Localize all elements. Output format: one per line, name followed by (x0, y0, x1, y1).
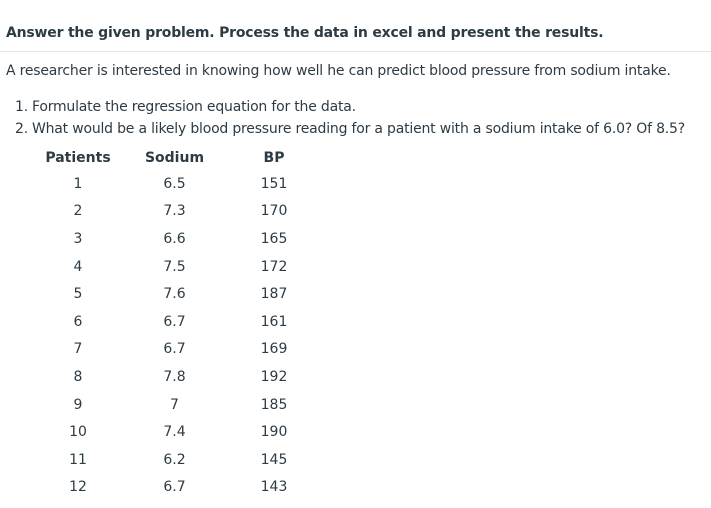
cell-sodium: 7.3 (163, 203, 186, 220)
cell-sodium: 7 (170, 396, 179, 413)
table-row (40, 391, 315, 419)
question-number: 2. (15, 121, 28, 137)
cell-patient: 12 (69, 479, 87, 496)
question-list (15, 98, 685, 142)
cell-sodium: 7.4 (163, 424, 186, 441)
table-header-row (40, 146, 315, 170)
cell-sodium: 6.7 (163, 313, 186, 330)
cell-sodium: 6.7 (163, 341, 186, 358)
cell-bp: 145 (260, 451, 288, 468)
data-table (40, 146, 315, 501)
cell-patient: 9 (73, 396, 83, 413)
column-header-sodium: Sodium (144, 150, 205, 166)
cell-bp: 190 (260, 424, 288, 441)
cell-bp: 185 (260, 396, 288, 413)
cell-patient: 3 (73, 230, 83, 247)
cell-bp: 165 (260, 230, 288, 247)
cell-bp: 172 (260, 258, 288, 275)
cell-sodium: 6.7 (163, 479, 186, 496)
cell-sodium: 6.6 (163, 230, 186, 247)
cell-patient: 4 (73, 258, 83, 275)
cell-patient: 10 (69, 424, 87, 441)
cell-patient: 5 (73, 286, 83, 303)
cell-bp: 161 (260, 313, 288, 330)
cell-bp: 187 (260, 286, 288, 303)
cell-patient: 1 (73, 175, 83, 192)
table-row (40, 336, 315, 364)
question-text: Formulate the regression equation for the data. (31, 99, 356, 115)
cell-bp: 143 (260, 479, 288, 496)
cell-bp: 169 (260, 341, 288, 358)
cell-sodium: 7.6 (163, 286, 186, 303)
table-row (40, 253, 315, 281)
cell-patient: 2 (73, 203, 83, 220)
cell-patient: 8 (73, 368, 83, 385)
cell-bp: 170 (260, 203, 288, 220)
cell-sodium: 6.2 (163, 451, 186, 468)
table-row (40, 446, 315, 474)
cell-patient: 6 (73, 313, 83, 330)
column-header-bp: BP (263, 150, 285, 166)
cell-sodium: 7.5 (163, 258, 186, 275)
problem-intro: A researcher is interested in knowing how well he can predict blood pressure from sodium intake. (6, 63, 671, 79)
question-number: 1. (15, 99, 28, 115)
cell-sodium: 7.8 (163, 368, 186, 385)
table-row (40, 363, 315, 391)
table-row (40, 170, 315, 198)
table-row (40, 198, 315, 226)
cell-patient: 7 (73, 341, 83, 358)
question-item (15, 120, 685, 142)
table-row (40, 280, 315, 308)
question-item (15, 98, 685, 120)
table-row (40, 308, 315, 336)
table-row (40, 474, 315, 502)
problem-title: Answer the given problem. Process the data in excel and present the results. (6, 25, 604, 41)
cell-bp: 192 (260, 368, 288, 385)
divider (0, 51, 711, 52)
cell-bp: 151 (260, 175, 288, 192)
table-row (40, 418, 315, 446)
cell-patient: 11 (69, 451, 87, 468)
cell-sodium: 6.5 (163, 175, 186, 192)
column-header-patients: Patients (45, 150, 111, 166)
question-text: What would be a likely blood pressure reading for a patient with a sodium intake of 6.0? Of 8.5? (31, 121, 685, 137)
table-row (40, 225, 315, 253)
